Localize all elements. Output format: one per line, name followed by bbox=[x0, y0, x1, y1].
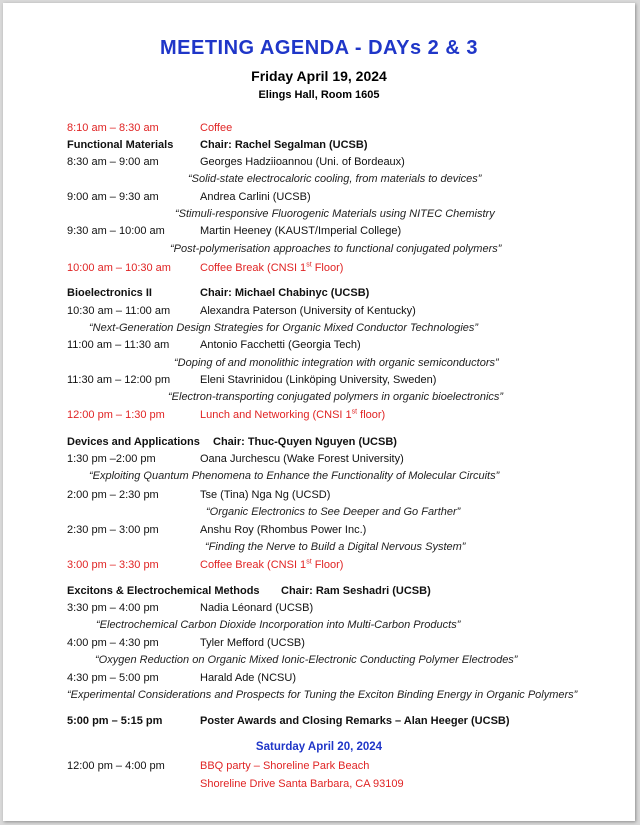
break-label: Coffee Break (CNSI 1st Floor) bbox=[200, 261, 344, 274]
talk-speaker: Oana Jurchescu (Wake Forest University) bbox=[200, 453, 404, 465]
talk-title: “Electron-transporting conjugated polymers in organic bioelectronics” bbox=[168, 391, 504, 403]
saturday-event: BBQ party – Shoreline Park Beach bbox=[200, 760, 370, 772]
session-excitons-electrochemical: Excitons & Electrochemical Methods bbox=[67, 585, 260, 597]
session-chair: Chair: Thuc-Quyen Nguyen (UCSB) bbox=[213, 436, 397, 448]
lunch-time: 12:00 pm – 1:30 pm bbox=[67, 409, 165, 421]
talk-time: 4:30 pm – 5:00 pm bbox=[67, 672, 159, 684]
talk-time: 8:30 am – 9:00 am bbox=[67, 156, 159, 168]
talk-time: 10:30 am – 11:00 am bbox=[67, 305, 171, 317]
talk-time: 2:30 pm – 3:00 pm bbox=[67, 524, 159, 536]
talk-speaker: Anshu Roy (Rhombus Power Inc.) bbox=[200, 524, 367, 536]
lunch-label: Lunch and Networking (CNSI 1st floor) bbox=[200, 408, 386, 421]
talk-title: “Solid-state electrocaloric cooling, from materials to devices” bbox=[188, 173, 482, 185]
talk-time: 9:30 am – 10:00 am bbox=[67, 225, 165, 237]
coffee-time: 8:10 am – 8:30 am bbox=[67, 122, 159, 134]
talk-speaker: Antonio Facchetti (Georgia Tech) bbox=[200, 339, 361, 351]
talk-speaker: Tyler Mefford (UCSB) bbox=[200, 637, 305, 649]
saturday-address: Shoreline Drive Santa Barbara, CA 93109 bbox=[200, 778, 404, 790]
talk-time: 11:30 am – 12:00 pm bbox=[67, 374, 171, 386]
closing-time: 5:00 pm – 5:15 pm bbox=[67, 715, 163, 727]
talk-time: 11:00 am – 11:30 am bbox=[67, 339, 170, 351]
talk-title: “Electrochemical Carbon Dioxide Incorporation into Multi-Carbon Products” bbox=[96, 619, 461, 631]
talk-title: “Organic Electronics to See Deeper and Go Farther” bbox=[206, 506, 461, 518]
talk-speaker: Georges Hadziioannou (Uni. of Bordeaux) bbox=[200, 156, 405, 168]
saturday-time: 12:00 pm – 4:00 pm bbox=[67, 760, 165, 772]
talk-title: “Stimuli-responsive Fluorogenic Materials using NITEC Chemistry bbox=[175, 208, 495, 220]
session-functional-materials: Functional Materials bbox=[67, 139, 174, 151]
talk-title: “Experimental Considerations and Prospects for Tuning the Exciton Binding Energy in Organic Polymers” bbox=[67, 689, 578, 701]
talk-title: “Next-Generation Design Strategies for Organic Mixed Conductor Technologies” bbox=[89, 322, 479, 334]
talk-speaker: Alexandra Paterson (University of Kentucky) bbox=[200, 305, 416, 317]
talk-time: 4:00 pm – 4:30 pm bbox=[67, 637, 159, 649]
talk-speaker: Eleni Stavrinidou (Linköping University, Sweden) bbox=[200, 374, 437, 386]
talk-title: “Finding the Nerve to Build a Digital Nervous System” bbox=[205, 541, 466, 553]
session-devices-applications: Devices and Applications bbox=[67, 436, 200, 448]
friday-date: Friday April 19, 2024 bbox=[251, 68, 387, 84]
talk-title: “Oxygen Reduction on Organic Mixed Ionic-Electronic Conducting Polymer Electrodes” bbox=[95, 654, 518, 666]
session-chair: Chair: Rachel Segalman (UCSB) bbox=[200, 139, 368, 151]
talk-speaker: Tse (Tina) Nga Ng (UCSD) bbox=[200, 489, 331, 501]
talk-time: 3:30 pm – 4:00 pm bbox=[67, 602, 159, 614]
talk-time: 9:00 am – 9:30 am bbox=[67, 191, 159, 203]
saturday-date: Saturday April 20, 2024 bbox=[255, 741, 383, 753]
session-bioelectronics: Bioelectronics II bbox=[67, 287, 152, 299]
talk-title: “Exploiting Quantum Phenomena to Enhance the Functionality of Molecular Circuits” bbox=[89, 470, 500, 482]
talk-speaker: Andrea Carlini (UCSB) bbox=[200, 191, 311, 203]
session-chair: Chair: Michael Chabinyc (UCSB) bbox=[200, 287, 370, 299]
talk-time: 1:30 pm –2:00 pm bbox=[67, 453, 156, 465]
talk-title: “Post-polymerisation approaches to functional conjugated polymers” bbox=[170, 243, 502, 255]
agenda-page bbox=[3, 3, 635, 821]
talk-time: 2:00 pm – 2:30 pm bbox=[67, 489, 159, 501]
closing-label: Poster Awards and Closing Remarks – Alan Heeger (UCSB) bbox=[200, 715, 510, 727]
talk-speaker: Martin Heeney (KAUST/Imperial College) bbox=[200, 225, 402, 237]
session-chair: Chair: Ram Seshadri (UCSB) bbox=[281, 585, 431, 597]
break-label: Coffee Break (CNSI 1st Floor) bbox=[200, 558, 344, 571]
talk-speaker: Harald Ade (NCSU) bbox=[200, 672, 296, 684]
break-time: 10:00 am – 10:30 am bbox=[67, 262, 171, 274]
talk-speaker: Nadia Léonard (UCSB) bbox=[200, 602, 314, 614]
page-title: MEETING AGENDA - DAYs 2 & 3 bbox=[159, 37, 478, 59]
coffee-label: Coffee bbox=[200, 122, 233, 134]
talk-title: “Doping of and monolithic integration with organic semiconductors” bbox=[174, 357, 499, 369]
break-time: 3:00 pm – 3:30 pm bbox=[67, 559, 159, 571]
venue: Elings Hall, Room 1605 bbox=[258, 89, 380, 101]
